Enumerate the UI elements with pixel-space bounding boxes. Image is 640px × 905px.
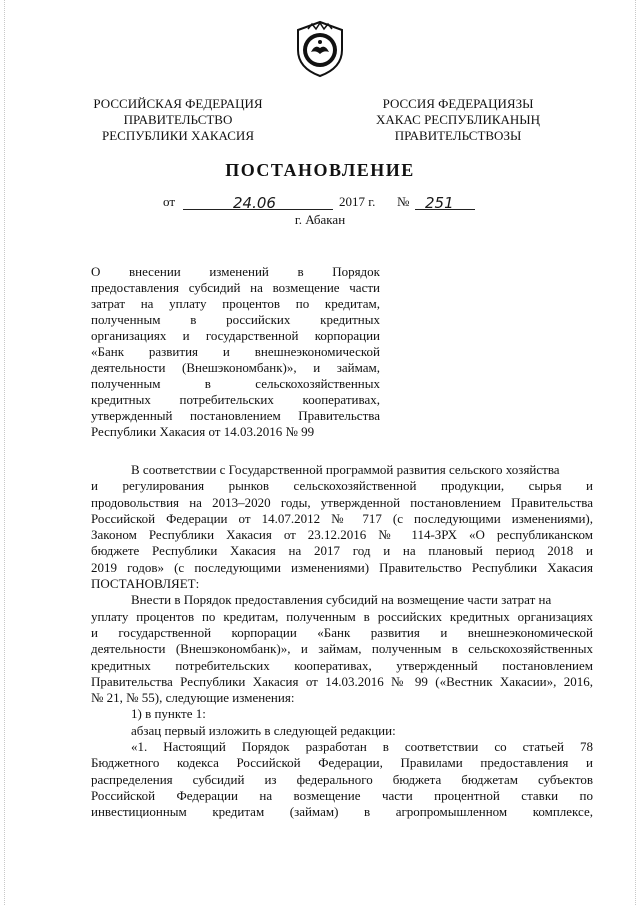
subject-line: О внесении изменений в Порядок xyxy=(91,264,380,279)
body-text xyxy=(91,462,593,821)
header-russian xyxy=(68,96,288,144)
header-left-line: ПРАВИТЕЛЬСТВО xyxy=(123,112,233,127)
subject-line: полученным в сельскохозяйственных xyxy=(91,376,380,391)
scan-edge-right xyxy=(635,0,636,905)
body-line: Правительства Республики Хакасия от 14.03.2016 № 99 («Вестник Хакасии», 2016, xyxy=(91,673,593,689)
body-line: продовольствия на 2013–2020 годы, утвержденной постановлением Правительства xyxy=(91,494,593,510)
subject-line: предоставления субсидий на возмещение части xyxy=(91,280,380,295)
body-line: распределения субсидий из федерального бюджета бюджетам субъектов xyxy=(91,771,593,787)
body-line: Бюджетного кодекса Российской Федерации, Правилами предоставления и xyxy=(91,755,593,771)
number-sign: № xyxy=(397,194,410,209)
handwritten-date: 24.06 xyxy=(233,194,276,212)
subject-line: деятельности (Внешэкономбанк)», и займам, xyxy=(91,360,380,375)
document-title: ПОСТАНОВЛЕНИЕ xyxy=(225,160,415,180)
body-line: «1. Настоящий Порядок разработан в соответствии со статьей 78 xyxy=(131,739,593,755)
body-line: и государственной корпорации «Банк развития и внешнеэкономической xyxy=(91,624,593,640)
subject-line: кредитных потребительских кооперативах, xyxy=(91,392,380,407)
year-label: 2017 г. xyxy=(339,194,376,209)
body-line: бюджете Республики Хакасия на 2017 год и на плановый период 2018 и xyxy=(91,543,593,559)
subject-line: затрат на уплату процентов по кредитам, xyxy=(91,296,380,311)
body-line: № 21, № 55), следующие изменения: xyxy=(91,690,295,706)
body-line: Российской Федерации от 14.07.2012 № 717 (с последующими изменениями), xyxy=(91,510,593,526)
header-left-line: РОССИЙСКАЯ ФЕДЕРАЦИЯ xyxy=(93,96,263,111)
subject-block xyxy=(91,264,380,440)
coat-of-arms-icon xyxy=(292,20,348,78)
body-line: инвестиционным кредитам (займам) в агропромышленном комплексе, xyxy=(91,804,593,820)
subject-line: Республики Хакасия от 14.03.2016 № 99 xyxy=(91,424,315,439)
subject-line: организациях и государственной корпорации xyxy=(91,328,380,343)
body-line: кредитных потребительских кооперативах, утвержденный постановлением xyxy=(91,657,593,673)
body-line: абзац первый изложить в следующей редакции: xyxy=(131,722,396,738)
header-left-line: РЕСПУБЛИКИ ХАКАСИЯ xyxy=(101,128,254,143)
city-label: г. Абакан xyxy=(294,212,346,227)
body-line: деятельности (Внешэкономбанк)», и займам, полученным в сельскохозяйственных xyxy=(91,641,593,657)
body-line: Законом Республики Хакасия от 23.12.2016 № 114-ЗРХ «О республиканском xyxy=(91,527,593,543)
header-right-line: РОССИЯ ФЕДЕРАЦИЯЗЫ xyxy=(382,96,534,111)
body-line: Внести в Порядок предоставления субсидий на возмещение части затрат на xyxy=(131,592,552,608)
body-line: и регулирования рынков сельскохозяйственной продукции, сырья и xyxy=(91,478,593,494)
body-line: Российской Федерации на возмещение части процентной ставки по xyxy=(91,787,593,803)
header-right-line: ПРАВИТЕЛЬСТВОЗЫ xyxy=(394,128,522,143)
body-line: ПОСТАНОВЛЯЕТ: xyxy=(91,576,200,592)
header-khakas xyxy=(348,96,568,144)
body-line: 2019 годов» (с последующими изменениями) Правительство Республики Хакасия xyxy=(91,559,593,575)
body-line: 1) в пункте 1: xyxy=(131,706,206,722)
body-line: В соответствии с Государственной программой развития сельского хозяйства xyxy=(131,462,560,477)
header-right-line: ХАКАС РЕСПУБЛИКАНЫҢ xyxy=(375,112,541,127)
date-prefix: от xyxy=(163,194,176,209)
subject-line: «Банк развития и внешнеэкономической xyxy=(91,344,380,359)
handwritten-number: 251 xyxy=(425,194,454,212)
scan-edge-left xyxy=(4,0,5,905)
subject-line: утвержденный постановлением Правительства xyxy=(91,408,380,423)
subject-line: полученным в российских кредитных xyxy=(91,312,380,327)
body-line: уплату процентов по кредитам, полученным в российских кредитных организациях xyxy=(91,608,593,624)
